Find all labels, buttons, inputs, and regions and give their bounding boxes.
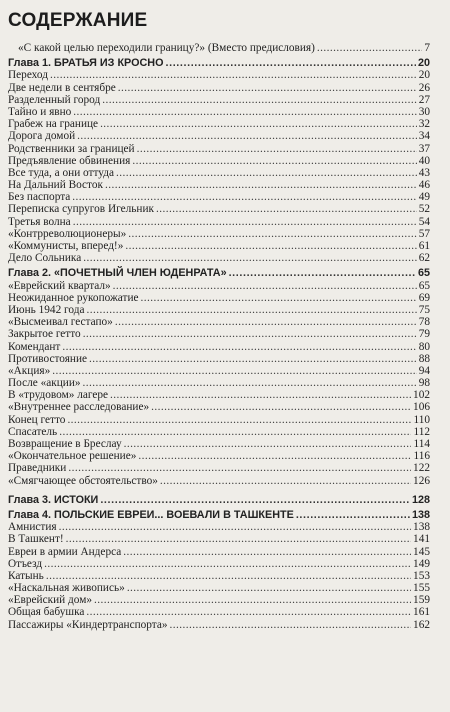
toc-entry[interactable] [8, 203, 430, 215]
entry-page: 149 [413, 557, 430, 570]
entry-label: «Акция» [8, 364, 51, 377]
entry-page: 88 [418, 352, 430, 365]
toc-entry[interactable] [8, 292, 430, 304]
entry-label: «С какой целью переходили границу?» (Вместо предисловия) [18, 42, 315, 54]
entry-page: 75 [418, 303, 430, 316]
entry-page: 61 [418, 240, 430, 252]
entry-label: «Внутреннее расследование» [8, 401, 150, 414]
toc-entry[interactable] [8, 252, 430, 264]
toc-entry[interactable] [8, 240, 430, 252]
entry-page: 155 [413, 582, 430, 595]
entry-label: Противостояние [8, 352, 88, 365]
entry-label: В Ташкент! [8, 533, 64, 546]
entry-label: Предъявление обвинения [8, 154, 131, 167]
entry-label: Переписка супругов Игельник [8, 203, 154, 216]
chapter-page: 128 [411, 493, 430, 506]
entry-page: 57 [418, 227, 430, 240]
entry-label: Родственники за границей [8, 142, 135, 155]
entry-page: 112 [413, 425, 430, 438]
entry-page: 161 [413, 606, 430, 619]
toc-entry[interactable] [8, 582, 430, 594]
toc-entry[interactable] [8, 401, 430, 413]
chapter-label: Глава 1. БРАТЬЯ ИЗ КРОСНО [8, 57, 164, 70]
entry-page: 116 [413, 450, 430, 463]
entry-label: «Смягчающее обстоятельство» [8, 474, 158, 487]
toc-entry[interactable] [8, 106, 430, 118]
toc-entry[interactable] [8, 353, 430, 365]
entry-page: 102 [413, 389, 430, 402]
toc-entry[interactable] [8, 316, 430, 328]
chapter-1-entries [8, 69, 430, 264]
entry-page: 106 [413, 401, 430, 414]
entry-label: Общая бабушка [8, 606, 85, 619]
chapter-label: Глава 3. ИСТОКИ [8, 493, 99, 506]
toc-entry[interactable] [8, 594, 430, 606]
toc-entry[interactable] [8, 228, 430, 240]
chapter-page: 138 [411, 508, 430, 521]
entry-label: Возвращение в Бреслау [8, 438, 122, 450]
entry-page: 62 [418, 252, 430, 265]
entry-page: 54 [418, 215, 430, 228]
entry-page: 79 [418, 328, 430, 341]
entry-page: 27 [418, 93, 430, 106]
toc-entry[interactable] [8, 82, 430, 94]
entry-label: «Высмеивал гестапо» [8, 316, 113, 329]
toc-entry[interactable] [8, 179, 430, 191]
entry-page: 43 [418, 166, 430, 179]
entry-page: 34 [418, 130, 430, 143]
entry-label: Переход [8, 69, 48, 82]
toc-entry[interactable] [8, 155, 430, 167]
entry-page: 141 [413, 533, 430, 546]
entry-label: Дело Сольника [8, 252, 82, 265]
entry-page: 69 [418, 291, 430, 304]
entry-label: Все туда, а они оттуда [8, 166, 114, 179]
entry-label: Амнистия [8, 521, 57, 534]
toc-chapter-3[interactable] [8, 494, 430, 506]
toc-entry[interactable] [8, 130, 430, 142]
entry-page: 52 [418, 203, 430, 216]
toc-entry[interactable] [8, 365, 430, 377]
toc-chapter-2[interactable] [8, 267, 430, 279]
entry-label: Грабеж на границе [8, 118, 99, 131]
toc-entry[interactable] [8, 304, 430, 316]
entry-page: 30 [418, 105, 430, 118]
entry-label: Закрытое гетто [8, 328, 81, 341]
entry-page: 40 [418, 154, 430, 167]
entry-label: «Окончательное решение» [8, 450, 137, 463]
entry-page: 49 [418, 191, 430, 204]
chapter-page: 20 [417, 57, 430, 70]
toc-chapter-4[interactable] [8, 509, 430, 521]
entry-label: Спасатель [8, 425, 58, 438]
entry-page: 37 [418, 142, 430, 155]
entry-label: Дорога домой [8, 130, 76, 143]
toc-entry[interactable] [8, 143, 430, 155]
toc-entry[interactable] [8, 521, 430, 533]
toc-entry[interactable] [8, 546, 430, 558]
entry-page: 78 [418, 316, 430, 329]
entry-page: 20 [418, 69, 430, 82]
toc-preface[interactable] [8, 42, 430, 54]
entry-page: 65 [418, 279, 430, 292]
toc-entry[interactable] [8, 606, 430, 618]
entry-page: 94 [418, 364, 430, 377]
toc-entry[interactable] [8, 570, 430, 582]
entry-label: Две недели в сентябре [8, 81, 116, 94]
page-title: СОДЕРЖАНИЕ [8, 10, 148, 31]
entry-label: «Контрреволюционеры» [8, 227, 127, 240]
entry-page: 80 [418, 340, 430, 353]
toc-entry[interactable] [8, 167, 430, 179]
entry-page: 98 [418, 377, 430, 390]
entry-page: 138 [413, 521, 430, 534]
entry-label: Евреи в армии Андерса [8, 545, 122, 558]
entry-label: Отъезд [8, 557, 43, 570]
toc-entry[interactable] [8, 475, 430, 487]
entry-page: 32 [418, 118, 430, 131]
toc-entry[interactable] [8, 69, 430, 81]
entry-page: 122 [413, 462, 430, 475]
entry-page: 153 [413, 569, 430, 582]
entry-label: Разделенный город [8, 93, 101, 106]
chapter-4-entries [8, 521, 430, 631]
entry-label: Неожиданное рукопожатие [8, 291, 139, 304]
entry-label: Праведники [8, 462, 67, 475]
entry-page: 110 [413, 413, 430, 426]
entry-page: 145 [413, 545, 430, 558]
entry-label: «Наскальная живопись» [8, 582, 125, 595]
entry-label: Третья волна [8, 215, 71, 228]
entry-label: «Еврейский дом» [8, 594, 92, 607]
toc-entry[interactable] [8, 450, 430, 462]
toc-entry[interactable] [8, 438, 430, 450]
toc-entry[interactable] [8, 389, 430, 401]
toc-entry[interactable] [8, 191, 430, 203]
toc-entry[interactable] [8, 216, 430, 228]
chapter-label: Глава 2. «ПОЧЕТНЫЙ ЧЛЕН ЮДЕНРАТА» [8, 267, 227, 280]
entry-page: 126 [413, 474, 430, 487]
entry-label: Без паспорта [8, 191, 71, 204]
toc-entry[interactable] [8, 94, 430, 106]
entry-page: 159 [413, 594, 430, 607]
toc-entry[interactable] [8, 462, 430, 474]
toc-entry[interactable] [8, 328, 430, 340]
toc-entry[interactable] [8, 414, 430, 426]
entry-label: Пассажиры «Киндертранспорта» [8, 618, 168, 631]
entry-page: 7 [424, 42, 430, 54]
toc-entry[interactable] [8, 426, 430, 438]
toc-entry[interactable] [8, 619, 430, 631]
toc-entry[interactable] [8, 118, 430, 130]
toc-entry[interactable] [8, 533, 430, 545]
toc-entry[interactable] [8, 341, 430, 353]
entry-label: Конец гетто [8, 413, 66, 426]
entry-label: Комендант [8, 340, 61, 353]
entry-label: В «трудовом» лагере [8, 389, 109, 402]
chapter-label: Глава 4. ПОЛЬСКИЕ ЕВРЕИ... ВОЕВАЛИ В ТАШКЕНТЕ [8, 508, 294, 521]
entry-label: Июнь 1942 года [8, 303, 85, 316]
entry-label: После «акции» [8, 377, 81, 390]
toc-entry[interactable] [8, 280, 430, 292]
entry-label: Тайно и явно [8, 105, 72, 118]
entry-page: 26 [418, 81, 430, 94]
entry-label: «Еврейский квартал» [8, 279, 111, 292]
toc-entry[interactable] [8, 377, 430, 389]
entry-label: «Коммунисты, вперед!» [8, 240, 124, 252]
entry-page: 162 [413, 618, 430, 631]
entry-label: Катынь [8, 569, 44, 582]
entry-page: 114 [413, 438, 430, 450]
toc-chapter-1[interactable] [8, 57, 430, 69]
chapter-page: 65 [417, 267, 430, 280]
chapter-2-entries [8, 280, 430, 487]
entry-label: На Дальний Восток [8, 179, 103, 192]
table-of-contents [8, 42, 430, 631]
toc-entry[interactable] [8, 558, 430, 570]
entry-page: 46 [418, 179, 430, 192]
